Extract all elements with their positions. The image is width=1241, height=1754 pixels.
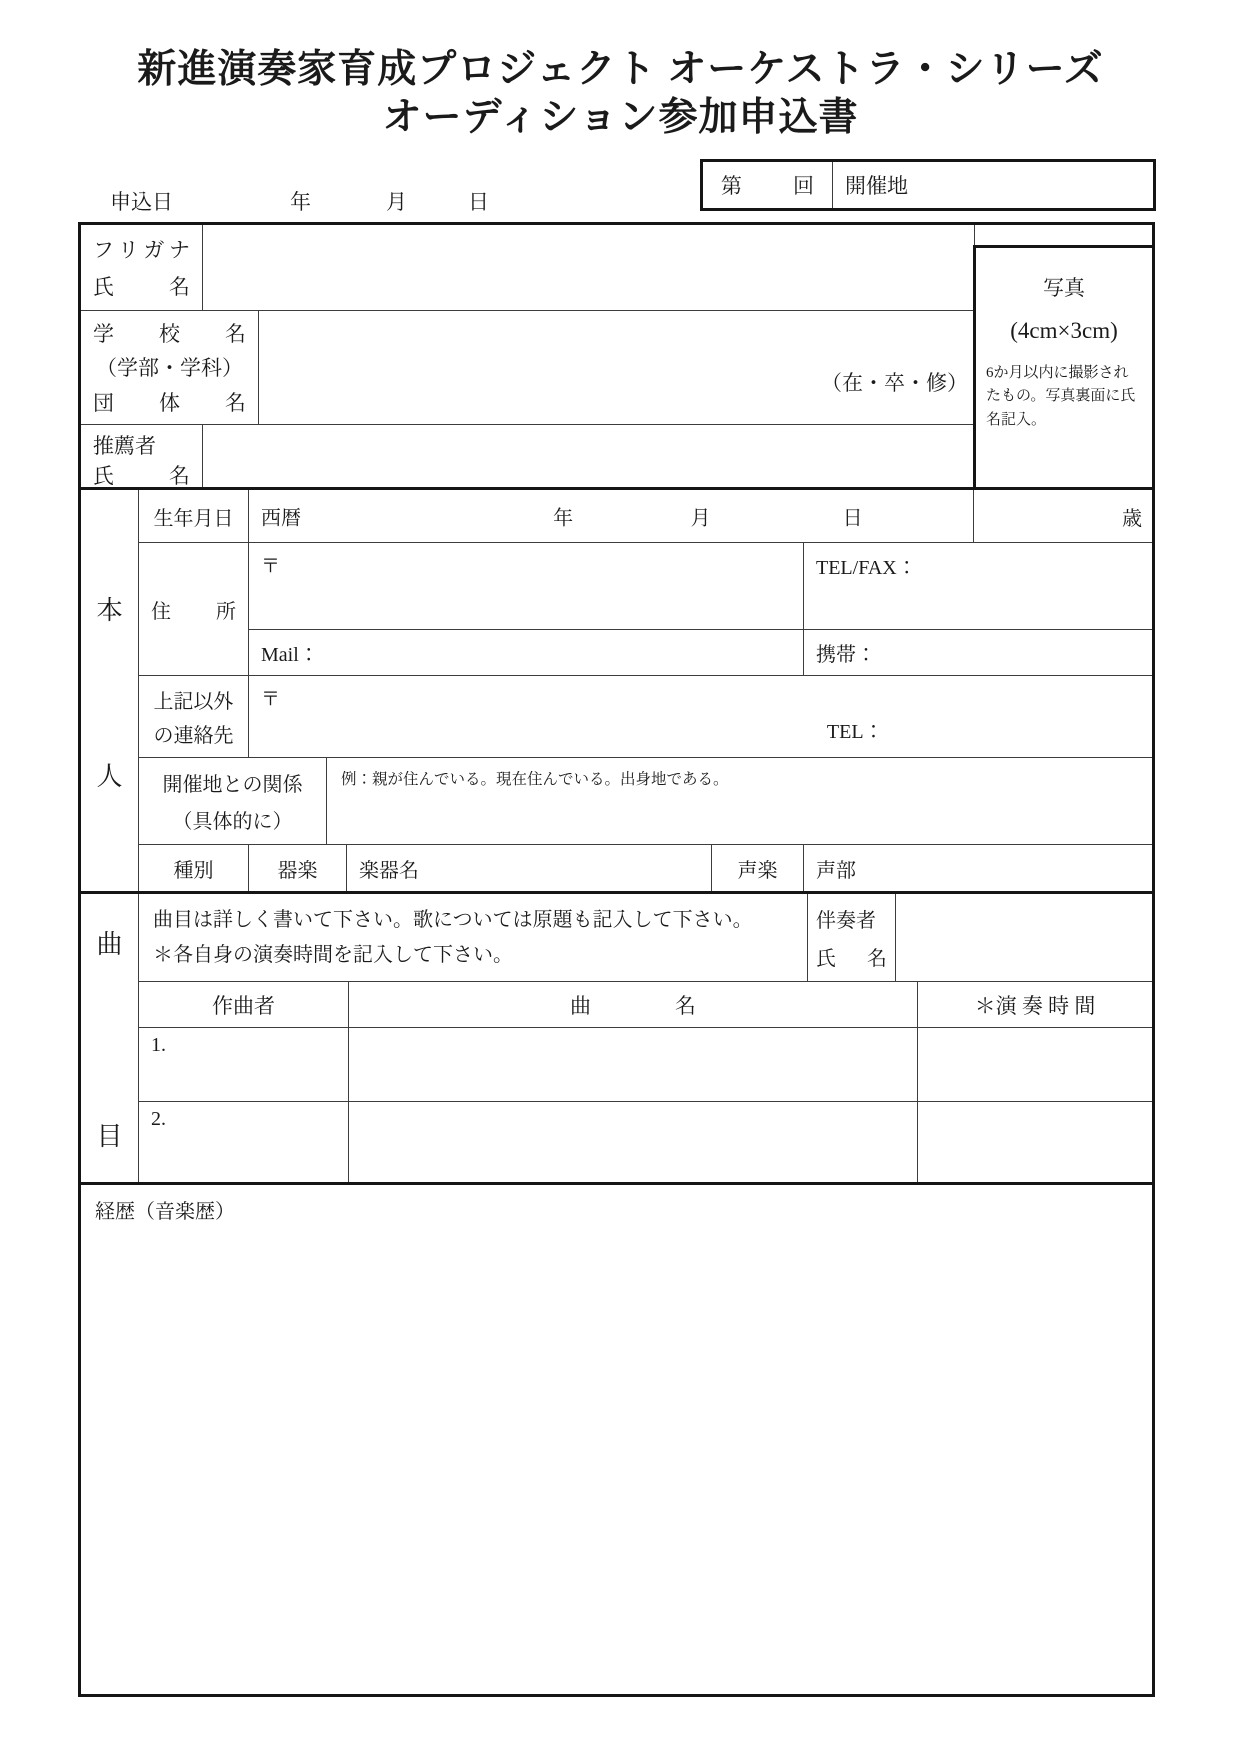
identity-section [81, 225, 1152, 490]
age-label: 歳 [1122, 507, 1142, 530]
telfax-label: TEL/FAX： [816, 557, 917, 579]
address-content [249, 543, 1152, 675]
alt-tel-label: TEL： [826, 720, 884, 743]
piece-input-2[interactable] [349, 1102, 918, 1182]
instrumental-label: 器楽 [277, 859, 318, 882]
school-row [81, 311, 974, 425]
round-venue-box [700, 159, 1156, 211]
piece-input-1[interactable] [349, 1028, 918, 1101]
duration-input-2[interactable] [918, 1102, 1152, 1182]
program-section [81, 894, 1152, 1185]
main-form-table [78, 222, 1155, 1697]
duration-header-label: ＊演 奏 時 間 [974, 993, 1096, 1018]
personal-rows [139, 490, 1152, 891]
telfax-input-cell[interactable] [804, 543, 1152, 629]
round-prefix-label: 第 [721, 174, 742, 198]
composer-header-cell [139, 982, 349, 1027]
voice-part-input-cell[interactable] [804, 845, 1152, 891]
address-postal-row [249, 543, 1152, 630]
venue-relation-label-cell [139, 758, 327, 844]
recommender-row [81, 425, 974, 487]
vocal-cell[interactable] [712, 845, 804, 891]
application-date-day-label: 日 [468, 190, 489, 214]
category-row [139, 845, 1152, 891]
program-note-cell [139, 894, 808, 981]
vertical-label-moku: 目 [96, 1122, 123, 1151]
recommender-input-cell[interactable] [203, 425, 974, 487]
alt-contact-row [139, 676, 1152, 758]
accompanist-input-cell[interactable] [896, 894, 1152, 981]
row-number-1: 1. [151, 1034, 166, 1056]
accompanist-label: 伴奏者 [816, 910, 876, 933]
round-suffix-label: 回 [793, 174, 814, 198]
venue-relation-input-cell[interactable] [327, 758, 1152, 844]
vocal-label: 声楽 [737, 859, 778, 882]
postal-mark: 〒 [261, 556, 281, 577]
photo-size-label: (4cm×3cm) [1010, 318, 1118, 343]
name-row [81, 225, 974, 311]
vertical-label-kyoku: 曲 [96, 930, 123, 959]
venue-cell[interactable] [833, 162, 1153, 208]
mail-label: Mail： [261, 644, 319, 666]
birthdate-label-cell [139, 490, 249, 542]
venue-relation-example: 例：親が住んでいる。現在住んでいる。出身地である。 [341, 771, 729, 788]
vertical-label-hon: 本 [96, 596, 123, 625]
mail-row [249, 630, 1152, 675]
recommender-name-label: 氏 名 [93, 464, 190, 488]
accompanist-name-label: 氏 名 [816, 947, 887, 970]
program-row-1 [139, 1028, 1152, 1102]
form-title-line1: 新進演奏家育成プロジェクト オーケストラ・シリーズ [137, 48, 1104, 91]
personal-vertical-label [81, 490, 139, 891]
alt-contact-label-line2: の連絡先 [153, 725, 234, 748]
birth-day-label: 日 [842, 507, 863, 530]
row-number-2: 2. [151, 1108, 166, 1130]
photo-column [974, 225, 1152, 487]
instrument-name-input-cell[interactable] [347, 845, 712, 891]
photo-note: 6か月以内に撮影されたもの。写真裏面に氏名記入。 [986, 365, 1136, 428]
program-row-2 [139, 1102, 1152, 1182]
venue-label: 開催地 [845, 174, 908, 198]
school-name-label: 学 校 名 [93, 322, 246, 347]
program-vertical-label [81, 894, 139, 1182]
mobile-input-cell[interactable] [804, 630, 1152, 675]
name-row-label [81, 225, 203, 310]
round-number-cell[interactable] [703, 162, 833, 208]
voice-part-label: 声部 [816, 859, 856, 882]
alt-contact-label-line1: 上記以外 [153, 690, 234, 713]
recommender-row-label [81, 425, 203, 487]
application-date-month-label: 月 [386, 190, 407, 214]
birthdate-row [139, 490, 1152, 543]
program-header-row [139, 982, 1152, 1028]
composer-input-2[interactable] [139, 1102, 349, 1182]
venue-relation-label-line1: 開催地との関係 [162, 774, 303, 796]
address-label-cell [139, 543, 249, 675]
piece-header-label: 曲 名 [570, 993, 696, 1018]
age-input-cell[interactable] [974, 490, 1152, 542]
alt-postal-mark: 〒 [261, 689, 281, 710]
faculty-label: （学部・学科） [96, 356, 243, 381]
program-note-row [139, 894, 1152, 982]
school-input-cell[interactable] [259, 311, 974, 424]
mobile-label: 携帯： [816, 644, 876, 666]
organization-label: 団 体 名 [93, 390, 246, 415]
alt-contact-input-cell[interactable] [249, 676, 1152, 757]
category-label: 種別 [173, 859, 214, 882]
photo-label: 写真 [1043, 276, 1085, 300]
birth-year-label: 年 [553, 507, 574, 530]
photo-box [973, 245, 1155, 490]
program-note-line1: 曲目は詳しく書いて下さい。歌については原題も記入して下さい。 [153, 909, 753, 931]
birth-month-label: 月 [690, 507, 711, 530]
address-rows [139, 543, 1152, 676]
instrumental-cell[interactable] [249, 845, 347, 891]
application-date-line [0, 186, 700, 216]
form-title-line2: オーディション参加申込書 [382, 95, 859, 139]
alt-contact-label-cell [139, 676, 249, 757]
birthdate-label: 生年月日 [153, 507, 234, 530]
duration-header-cell [918, 982, 1152, 1027]
recommender-label: 推薦者 [93, 434, 156, 458]
era-label: 西暦 [261, 507, 301, 530]
category-label-cell [139, 845, 249, 891]
program-note-line2: ＊各自身の演奏時間を記入して下さい。 [153, 944, 513, 966]
name-input-cell[interactable] [203, 225, 974, 310]
application-date-year-label: 年 [290, 190, 311, 214]
address-input-cell[interactable] [249, 543, 804, 629]
duration-input-1[interactable] [918, 1028, 1152, 1101]
address-label: 住 所 [151, 600, 236, 623]
name-label: 氏 名 [93, 275, 190, 300]
form-title [0, 46, 1241, 141]
vertical-label-nin: 人 [96, 762, 123, 791]
mail-input-cell[interactable] [249, 630, 804, 675]
identity-rows [81, 225, 974, 487]
instrument-name-label: 楽器名 [359, 859, 419, 882]
piece-header-cell [349, 982, 918, 1027]
composer-input-1[interactable] [139, 1028, 349, 1101]
enrollment-status-note: （在・卒・修） [821, 370, 968, 395]
program-rows [139, 894, 1152, 1182]
personal-section [81, 490, 1152, 894]
venue-relation-label-line2: （具体的に） [172, 811, 293, 833]
school-row-label [81, 311, 259, 424]
career-label: 経歴（音楽歴） [95, 1201, 235, 1223]
furigana-label: フリガナ [93, 237, 190, 262]
composer-header-label: 作曲者 [212, 993, 275, 1018]
accompanist-label-cell [808, 894, 896, 981]
application-date-label: 申込日 [110, 190, 173, 214]
venue-relation-row [139, 758, 1152, 845]
birthdate-input-cell[interactable] [249, 490, 974, 542]
career-input-cell[interactable] [81, 1185, 1152, 1694]
